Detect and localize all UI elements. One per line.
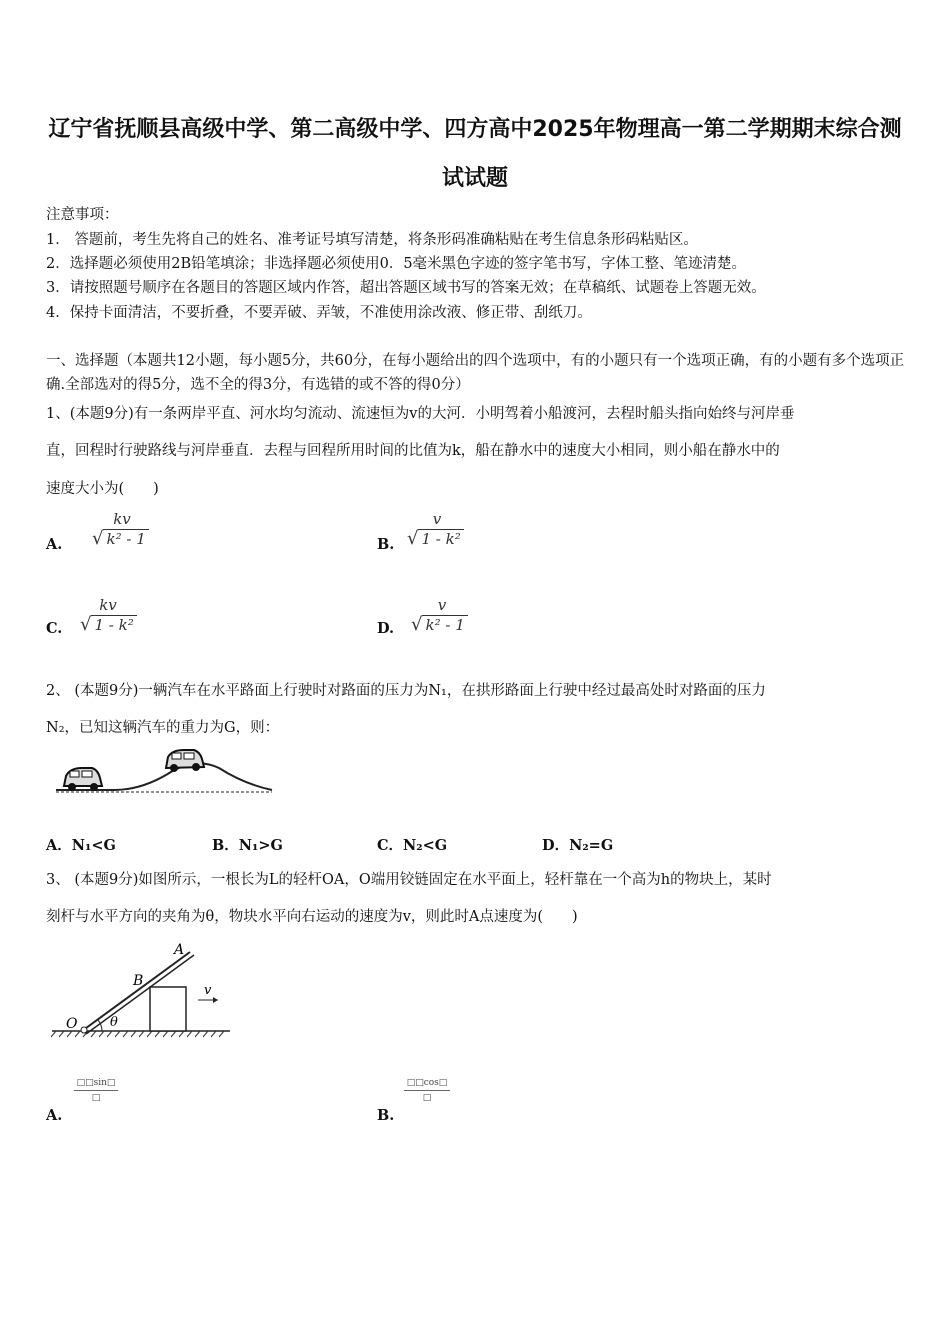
question-2-text: 2、 (本题9分)一辆汽车在水平路面上行驶时对路面的压力为N₁，在拱形路面上行驶中经过最高处时对路面的压力 [46,683,766,699]
notice-item: 4．保持卡面清洁，不要折叠，不要弄破、弄皱，不准使用涂改液、修正带、刮纸刀。 [46,305,592,321]
notice-item: 1． 答题前，考生先将自己的姓名、准考证号填写清楚，将条形码准确粘贴在考生信息条形码粘贴区。 [46,232,698,248]
option-label: B. [377,536,395,553]
numerator: v [437,596,447,614]
notice-heading: 注意事项： [46,207,119,223]
option-label: B. [377,1107,395,1124]
numerator: v [432,510,442,528]
question-1-text: 1、(本题9分)有一条两岸平直、河水均匀流动、流速恒为v的大河．小明驾着小船渡河，去程时船头指向始终与河岸垂 [46,406,795,422]
page-title-cont: 试试题 [441,166,508,191]
denominator: k² - 1 [103,529,148,548]
car-icon [64,768,102,791]
numerator: kv [113,510,131,528]
denominator: 1 - k² [418,529,463,548]
option-label: C. [46,620,63,637]
label-o: O [66,1016,78,1032]
denominator: □ [422,1093,432,1103]
option-c: C．N₂<G [377,837,448,854]
option-d-formula: v √ k² - 1 [411,596,473,635]
question-3-text: 3、 (本题9分)如图所示，一根长为L的轻杆OA，O端用铰链固定在水平面上，轻杆靠在一个高为h的物块上，某时 [46,872,772,888]
question-1-text-end: 速度大小为( ) [46,481,159,497]
question-3-text-cont: 刻杆与水平方向的夹角为θ，物块水平向右运动的速度为v，则此时A点速度为( ) [46,909,578,925]
denominator: k² - 1 [422,615,467,634]
lever-figure [50,938,235,1042]
option-c-formula: kv √ 1 - k² [80,596,136,635]
option-label: D. [377,620,395,637]
question-1-text-cont: 直，回程时行驶路线与河岸垂直．去程与回程所用时间的比值为k，船在静水中的速度大小相同，则小船在静水中的 [46,443,780,459]
label-v: v [204,983,212,998]
numerator: □□cos□ [406,1078,448,1088]
option-label: A. [46,536,63,553]
page-title: 辽宁省抚顺县高级中学、第二高级中学、四方高中2025年物理高一第二学期期末综合测 [48,117,902,142]
denominator: 1 - k² [91,615,136,634]
option-a-formula: kv √ k² - 1 [92,510,152,549]
numerator: □□sin□ [76,1078,116,1088]
question-2-text-cont: N₂，已知这辆汽车的重力为G，则： [46,720,280,736]
road-figure [54,744,276,800]
option-a-formula [74,1078,118,1103]
label-theta: θ [110,1015,118,1030]
section-heading: 一、选择题（本题共12小题，每小题5分，共60分，在每小题给出的四个选项中，有的小题只有一个选项正确，有的小题有多个选项正确.全部选对的得5分，选不全的得3分，有选错的或不答的得0分） [46,353,905,393]
option-a: A．N₁<G [46,837,116,854]
option-b-formula [404,1078,450,1103]
car-icon [166,750,204,772]
denominator: □ [91,1093,101,1103]
option-d: D．N₂=G [542,837,614,854]
notice-item: 3．请按照题号顺序在各题目的答题区域内作答，超出答题区域书写的答案无效；在草稿纸、试题卷上答题无效。 [46,280,766,296]
numerator: kv [99,596,117,614]
option-b: B．N₁>G [212,837,283,854]
option-b-formula: v √ 1 - k² [407,510,467,549]
notice-item: 2．选择题必须使用2B铅笔填涂；非选择题必须使用0．5毫米黑色字迹的签字笔书写，字体工整、笔迹清楚。 [46,256,747,272]
option-label: A. [46,1107,63,1124]
label-b: B [133,973,144,989]
label-a: A [174,942,185,958]
